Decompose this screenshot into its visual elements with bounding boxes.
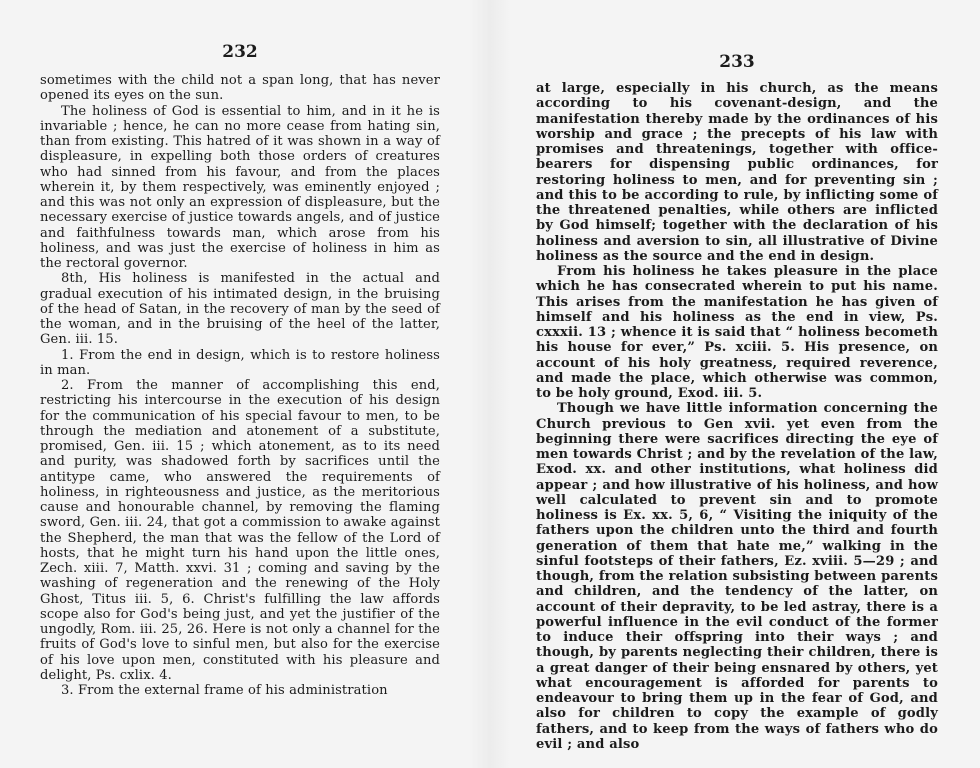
paragraph: 1. From the end in design, which is to restore holiness in man. [40,347,440,378]
book-gutter [470,0,510,768]
left-page-number: 232 [222,42,258,62]
paragraph: at large, especially in his church, as the means according to his covenant-design, and the manifestation thereby made by the ordinances of his worship and grace ; the precepts of his law with promises and threatenings, together with office-bearers for dispensing public ordinances, for restoring holiness to men, and for preventing sin ; and this to be according to rule, by inflicting some of the threatened penalties, while others are inflicted by God himself; together with the declaration of his holiness and aversion to sin, all illustrative of Divine holiness as the source and the end in design. [536,81,938,264]
right-page-number: 233 [719,52,755,72]
right-page-text [536,81,938,752]
paragraph: From his holiness he takes pleasure in the place which he has consecrated wherein to put his name. This arises from the manifestation he has given of himself and his holiness as the end in view, Ps. cxxxii. 13 ; whence it is said that “ holiness becometh his house for ever,” Ps. xciii. 5. His presence, on account of his holy greatness, required reverence, and made the place, which otherwise was common, to be holy ground, Exod. iii. 5. [536,264,938,401]
paragraph: 3. From the external frame of his administration [61,683,388,698]
paragraph: sometimes with the child not a span long, that has never opened its eyes on the sun. [40,73,440,104]
paragraph: 8th, His holiness is manifested in the actual and gradual execution of his intimated design, in the bruising of the head of Satan, in the recovery of man by the seed of the woman, and in the bruising of the heel of the latter, Gen. iii. 15. [40,271,440,348]
left-page-text [40,73,440,698]
paragraph: 2. From the manner of accomplishing this end, restricting his intercourse in the execution of his design for the communication of his special favour to men, to be through the mediation and atonement of a substitute, promised, Gen. iii. 15 ; which atonement, as to its need and purity, was shadowed forth by sacrifices until the antitype came, who answered the requirements of holiness, in righteousness and justice, as the meritorious cause and honourable channel, by removing the flaming sword, Gen. iii. 24, that got a commission to awake against the Shepherd, the man that was the fellow of the Lord of hosts, that he might turn his hand upon the little ones, Zech. xiii. 7, Matth. xxvi. 31 ; coming and saving by the washing of regeneration and the renewing of the Holy Ghost, Titus iii. 5, 6. Christ's fulfilling the law affords scope also for God's being just, and yet the justifier of the ungodly, Rom. iii. 25, 26. Here is not only a channel for the fruits of God's love to sinful men, but also for the exercise of his love upon men, constituted with his pleasure and delight, Ps. cxlix. 4. [40,378,440,683]
paragraph: The holiness of God is essential to him, and in it he is invariable ; hence, he can no more cease from hating sin, than from existing. This hatred of it was shown in a way of displeasure, in expelling both those orders of creatures who had sinned from his favour, and from the places wherein it, by them respectively, was eminently enjoyed ; and this was not only an expression of displeasure, but the necessary exercise of justice towards angels, and of justice and faithfulness towards man, which arose from his holiness, and was just the exercise of holiness in him as the rectoral governor. [40,103,440,271]
paragraph: Though we have little information concerning the Church previous to Gen xvii. yet even from the beginning there were sacrifices directing the eye of men towards Christ ; and by the revelation of the law, Exod. xx. and other institutions, what holiness did appear ; and how illustrative of his holiness, and how well calculated to prevent sin and to promote holiness is Ex. xx. 5, 6, “ Visiting the iniquity of the fathers upon the children unto the third and fourth generation of them that hate me,” walking in the sinful footsteps of their fathers, Ez. xviii. 5—29 ; and though, from the relation subsisting between parents and children, and the tendency of the latter, on account of their depravity, to be led astray, there is a powerful influence in the evil conduct of the former to induce their offspring into their ways ; and though, by parents neglecting their children, there is a great danger of their being ensnared by others, yet what encouragement is afforded for parents to endeavour to bring them up in the fear of God, and also for children to copy the example of godly fathers, and to keep from the ways of fathers who do evil ; and also [536,401,938,752]
